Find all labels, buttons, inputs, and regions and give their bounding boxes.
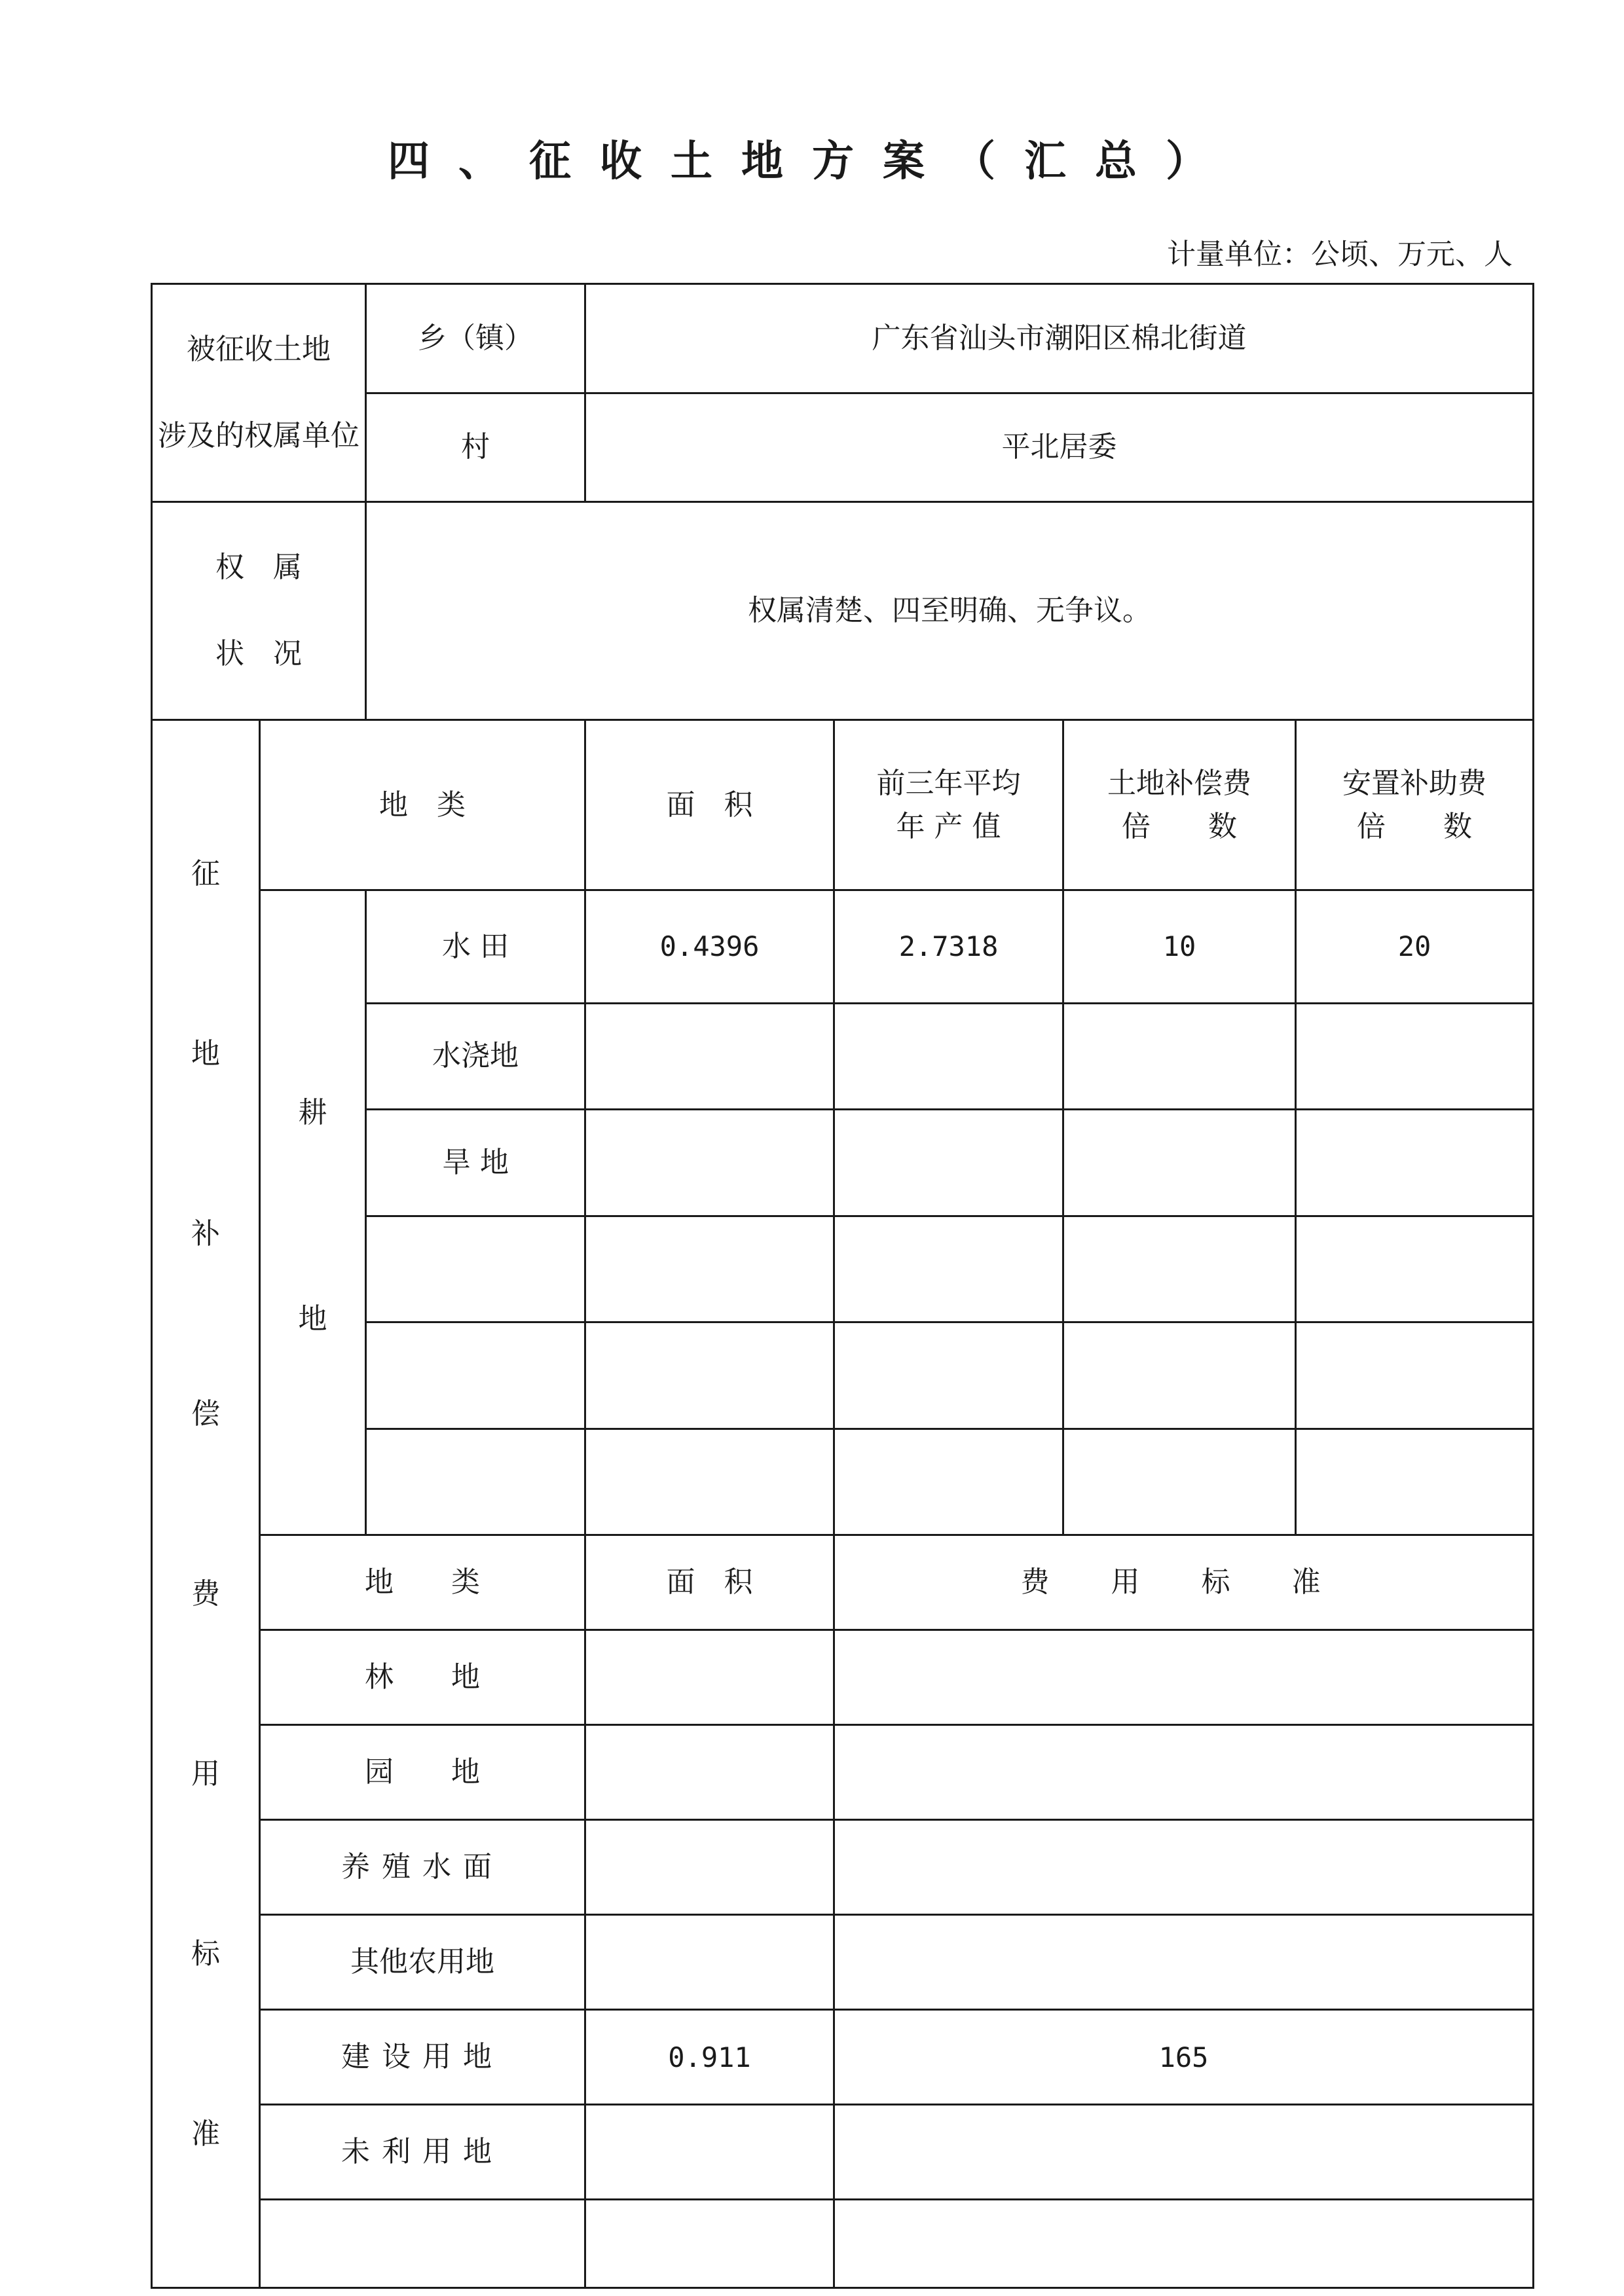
farmland-type (366, 1322, 585, 1429)
header-land-type: 地 类 (260, 720, 585, 890)
table-row (152, 1725, 1534, 1820)
vertical-label-char: 用 (191, 1757, 220, 1791)
other-type: 建设用地 (260, 2010, 585, 2105)
unit-label: 计量单位：公顷、万元、人 (1167, 238, 1513, 271)
farmland-area (585, 1322, 834, 1429)
status-value: 权属清楚、四至明确、无争议。 (366, 502, 1534, 720)
farmland-label-char: 地 (298, 1302, 327, 1336)
farmland-type: 水浇地 (366, 1003, 585, 1110)
other-standard: 165 (834, 2010, 1534, 2105)
farmland-avg-output: 2.7318 (834, 890, 1063, 1004)
farmland-land-multiple (1063, 1110, 1296, 1216)
farmland-resettle-multiple (1296, 1110, 1534, 1216)
other-standard (834, 2105, 1534, 2200)
land-acquisition-table (151, 283, 1534, 2289)
vertical-label-char: 补 (191, 1216, 220, 1250)
ownership-label-bottom: 涉及的权属单位 (158, 419, 360, 452)
header-land-multiple: 土地补偿费 倍 数 (1063, 720, 1296, 890)
table-row (152, 1915, 1534, 2010)
ownership-label-top: 被征收土地 (187, 333, 331, 366)
status-label-line2: 状 况 (215, 637, 302, 670)
vertical-label-char: 征 (191, 856, 220, 890)
other-area (585, 1725, 834, 1820)
other-type: 未利用地 (260, 2105, 585, 2200)
other-type: 其他农用地 (260, 1915, 585, 2010)
table-row (152, 1820, 1534, 1915)
village-label: 村 (366, 393, 585, 502)
village-value: 平北居委 (585, 393, 1534, 502)
farmland-avg-output (834, 1110, 1063, 1216)
table-row (152, 2105, 1534, 2200)
other-area: 0.911 (585, 2010, 834, 2105)
compensation-vertical-label (152, 720, 260, 2288)
other-area (585, 1915, 834, 2010)
other-type: 林 地 (260, 1630, 585, 1725)
farmland-type: 旱 地 (366, 1110, 585, 1216)
vertical-label-char: 偿 (191, 1396, 220, 1430)
table-row (152, 1630, 1534, 1725)
other-standard (834, 1630, 1534, 1725)
farmland-label-char: 耕 (298, 1095, 327, 1129)
farmland-area (585, 1003, 834, 1110)
table-row (152, 2010, 1534, 2105)
farmland-resettle-multiple (1296, 1429, 1534, 1535)
farmland-resettle-multiple (1296, 1003, 1534, 1110)
other-type: 园 地 (260, 1725, 585, 1820)
other-standard (834, 1820, 1534, 1915)
farmland-vertical-label (260, 890, 366, 1535)
vertical-label-char: 费 (191, 1576, 220, 1611)
farmland-avg-output (834, 1429, 1063, 1535)
other-standard (834, 1725, 1534, 1820)
other-header-land-type: 地 类 (260, 1535, 585, 1630)
farmland-type (366, 1216, 585, 1322)
farmland-land-multiple (1063, 1216, 1296, 1322)
farmland-land-multiple (1063, 1429, 1296, 1535)
farmland-resettle-multiple: 20 (1296, 890, 1534, 1004)
table-row (152, 890, 1534, 1004)
farmland-type (366, 1429, 585, 1535)
header-resettle-multiple: 安置补助费 倍 数 (1296, 720, 1534, 890)
other-area (585, 2200, 834, 2288)
farmland-type: 水 田 (366, 890, 585, 1004)
other-header-standard: 费 用 标 准 (834, 1535, 1534, 1630)
vertical-label-char: 准 (191, 2117, 220, 2151)
farmland-avg-output (834, 1003, 1063, 1110)
farmland-avg-output (834, 1216, 1063, 1322)
vertical-label-char: 标 (191, 1937, 220, 1971)
status-label-line1: 权 属 (215, 551, 302, 584)
town-value: 广东省汕头市潮阳区棉北街道 (585, 284, 1534, 393)
page-title: 四、征收土地方案（汇总） (388, 137, 1236, 186)
other-area (585, 1630, 834, 1725)
other-area (585, 1820, 834, 1915)
farmland-area: 0.4396 (585, 890, 834, 1004)
other-standard (834, 2200, 1534, 2288)
farmland-land-multiple: 10 (1063, 890, 1296, 1004)
farmland-resettle-multiple (1296, 1216, 1534, 1322)
other-type: 养殖水面 (260, 1820, 585, 1915)
table-row (152, 2200, 1534, 2288)
header-area: 面 积 (585, 720, 834, 890)
farmland-area (585, 1110, 834, 1216)
farmland-avg-output (834, 1322, 1063, 1429)
farmland-land-multiple (1063, 1003, 1296, 1110)
farmland-land-multiple (1063, 1322, 1296, 1429)
other-type (260, 2200, 585, 2288)
status-label-cell (152, 502, 366, 720)
farmland-area (585, 1429, 834, 1535)
other-standard (834, 1915, 1534, 2010)
ownership-label-cell (152, 284, 366, 502)
vertical-label-char: 地 (191, 1036, 220, 1070)
other-header-area: 面 积 (585, 1535, 834, 1630)
farmland-resettle-multiple (1296, 1322, 1534, 1429)
town-label: 乡（镇） (366, 284, 585, 393)
other-area (585, 2105, 834, 2200)
header-avg-output: 前三年平均 年 产 值 (834, 720, 1063, 890)
farmland-area (585, 1216, 834, 1322)
